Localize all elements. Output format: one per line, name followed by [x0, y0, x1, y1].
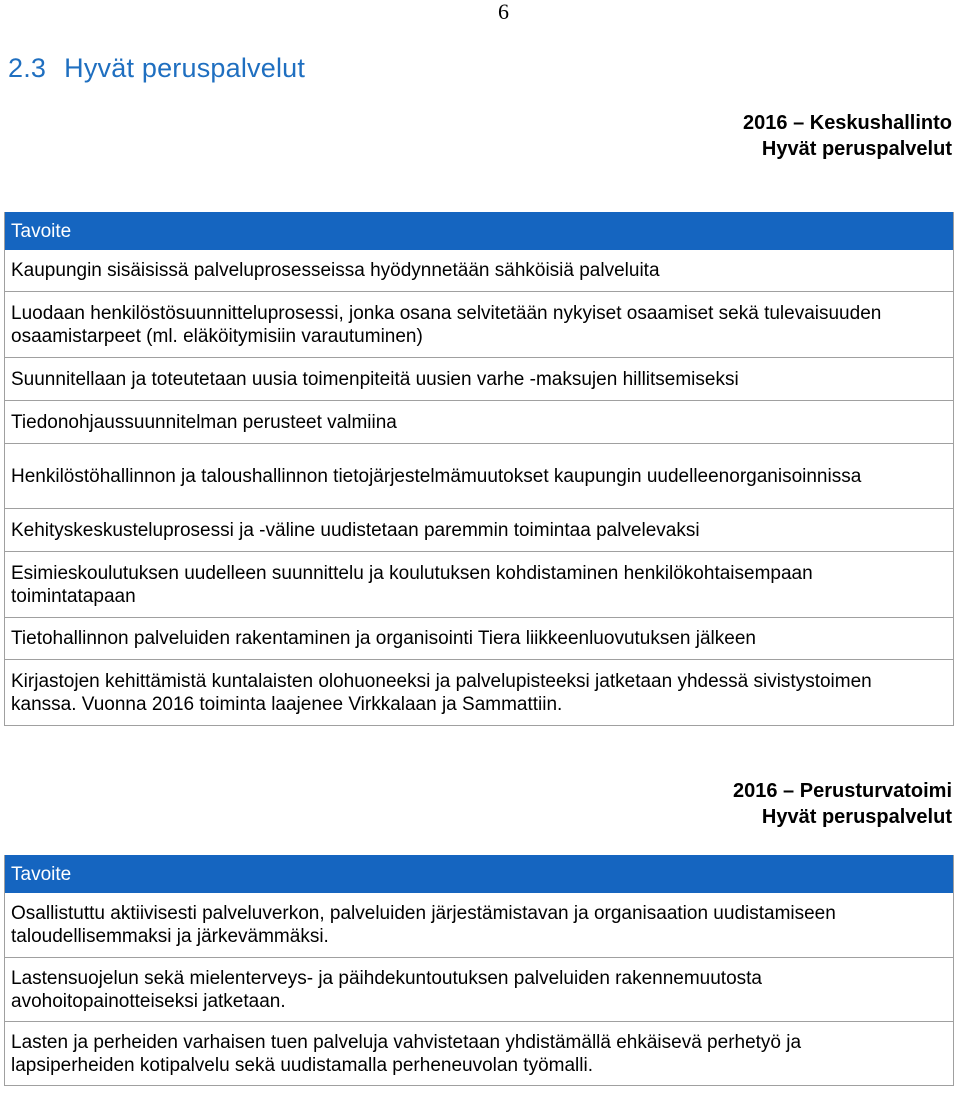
table-header: Tavoite: [5, 855, 953, 893]
goals-table-perusturvatoimi: [4, 855, 954, 1086]
goal-row: Osallistuttu aktiivisesti palveluverkon, palveluiden järjestämistavan ja organisaation uudistamiseen taloudellisemmaksi ja järkevämmäksi.: [11, 903, 836, 947]
unit-title: 2016 – Perusturvatoimi: [733, 780, 952, 802]
goals-table-keskushallinto: [4, 212, 954, 726]
goal-row: Luodaan henkilöstösuunnitteluprosessi, jonka osana selvitetään nykyiset osaamiset sekä tulevaisuuden osaamistarpeet (ml. eläköitymisiin varautuminen): [5, 291, 953, 357]
unit-header-perusturvatoimi: [733, 778, 952, 830]
goal-row: Kehityskeskusteluprosessi ja -väline uudistetaan paremmin toimintaa palvelevaksi: [5, 508, 953, 551]
section-title: Hyvät peruspalvelut: [64, 53, 306, 83]
table-header: Tavoite: [5, 212, 953, 250]
goal-row: Lastensuojelun sekä mielenterveys- ja päihdekuntoutuksen palveluiden rakennemuutosta avohoitopainotteiseksi jatketaan.: [5, 957, 953, 1021]
goal-row: Tiedonohjaussuunnitelman perusteet valmiina: [5, 400, 953, 443]
unit-header-keskushallinto: [743, 110, 952, 162]
goal-row: Lasten ja perheiden varhaisen tuen palveluja vahvistetaan yhdistämällä ehkäisevä perhetyö ja lapsiperheiden kotipalvelu sekä uudistamalla perheneuvolan työmalli.: [5, 1021, 953, 1085]
unit-subtitle: Hyvät peruspalvelut: [761, 138, 952, 160]
page-number: 6: [498, 0, 509, 24]
goal-row: Kirjastojen kehittämistä kuntalaisten olohuoneeksi ja palvelupisteeksi jatketaan yhdessä sivistystoimen kanssa. Vuonna 2016 toiminta laajenee Virkkalaan ja Sammattiin.: [5, 659, 953, 725]
section-number: 2.3: [8, 53, 47, 83]
goal-row: Tietohallinnon palveluiden rakentaminen ja organisointi Tiera liikkeenluovutuksen jälkeen: [5, 617, 953, 659]
unit-subtitle: Hyvät peruspalvelut: [761, 806, 952, 828]
unit-title: 2016 – Keskushallinto: [743, 112, 952, 134]
section-heading: [8, 52, 305, 84]
goal-row: Kaupungin sisäisissä palveluprosesseissa hyödynnetään sähköisiä palveluita: [11, 260, 660, 281]
goal-row: Esimieskoulutuksen uudelleen suunnittelu ja koulutuksen kohdistaminen henkilökohtaisempaan toimintatapaan: [5, 551, 953, 617]
goal-row: Henkilöstöhallinnon ja taloushallinnon tietojärjestelmämuutokset kaupungin uudelleenorganisoinnissa: [5, 443, 953, 508]
goal-row: Suunnitellaan ja toteutetaan uusia toimenpiteitä uusien varhe -maksujen hillitsemiseksi: [5, 357, 953, 400]
